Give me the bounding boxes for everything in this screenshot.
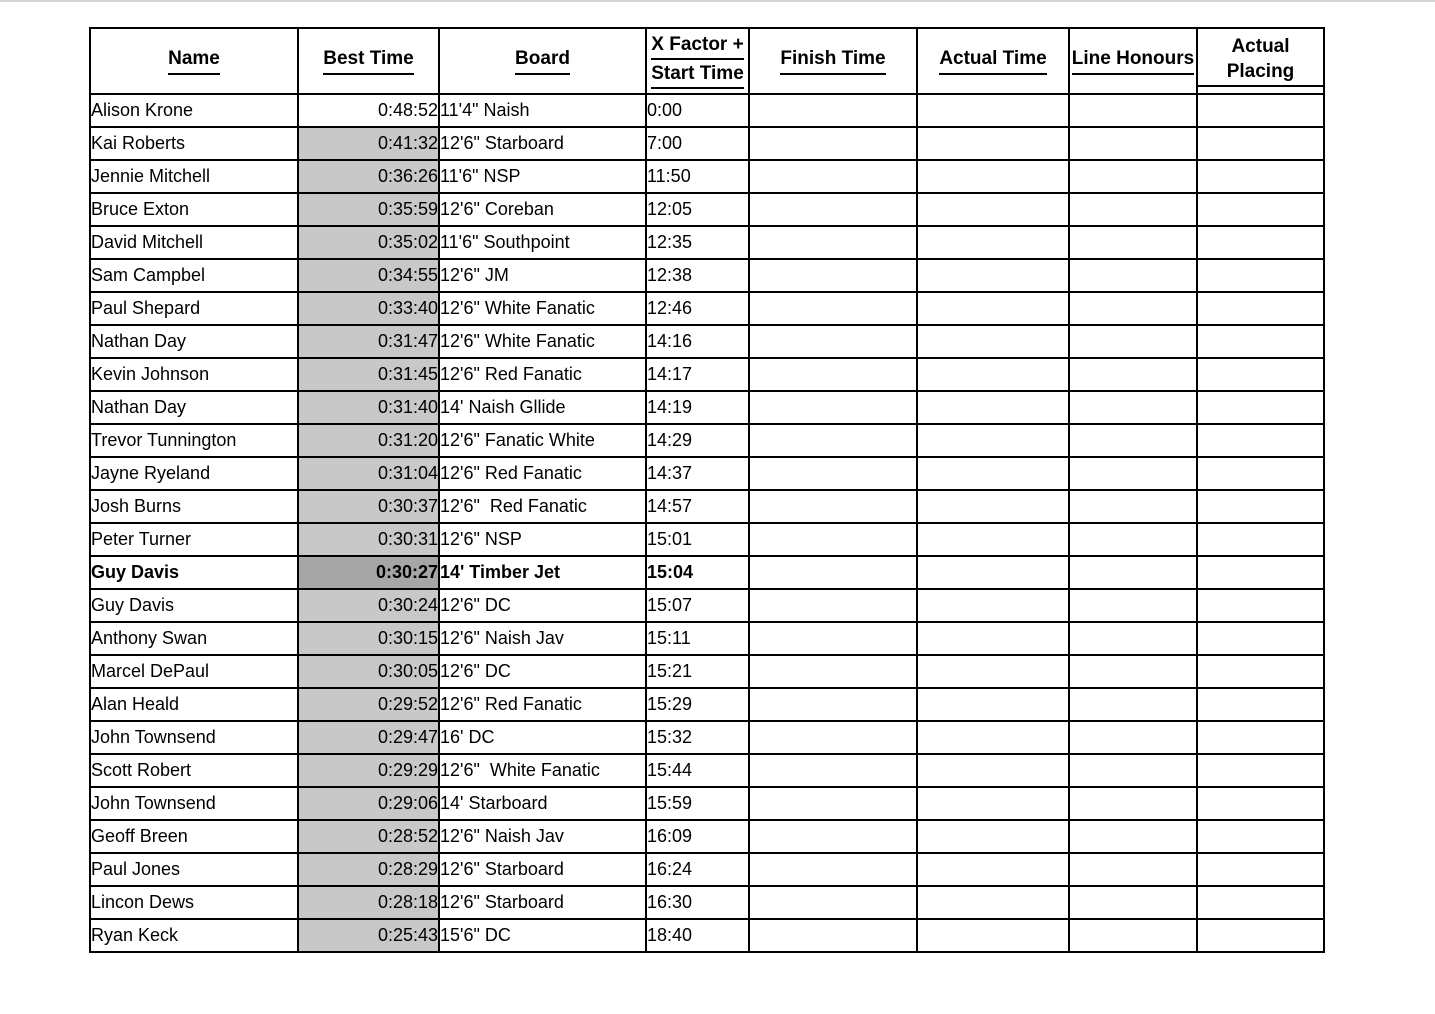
cell-board[interactable]: 12'6" DC [439, 589, 646, 622]
table-row[interactable] [90, 622, 1324, 655]
cell-x-factor-start-time[interactable]: 15:01 [646, 523, 749, 556]
cell-actual-placing[interactable] [1197, 391, 1324, 424]
cell-x-factor-start-time[interactable]: 7:00 [646, 127, 749, 160]
table-row[interactable] [90, 853, 1324, 886]
cell-best-time[interactable]: 0:25:43 [298, 919, 439, 952]
cell-line-honours[interactable] [1069, 127, 1197, 160]
cell-finish-time[interactable] [749, 94, 917, 127]
cell-line-honours[interactable] [1069, 391, 1197, 424]
cell-line-honours[interactable] [1069, 622, 1197, 655]
cell-x-factor-start-time[interactable]: 15:21 [646, 655, 749, 688]
cell-x-factor-start-time[interactable]: 14:16 [646, 325, 749, 358]
table-row[interactable] [90, 688, 1324, 721]
cell-x-factor-start-time[interactable]: 15:44 [646, 754, 749, 787]
cell-line-honours[interactable] [1069, 160, 1197, 193]
cell-actual-placing[interactable] [1197, 160, 1324, 193]
cell-best-time[interactable]: 0:34:55 [298, 259, 439, 292]
table-row[interactable] [90, 523, 1324, 556]
cell-x-factor-start-time[interactable]: 12:35 [646, 226, 749, 259]
cell-board[interactable]: 12'6" Naish Jav [439, 622, 646, 655]
table-row[interactable] [90, 424, 1324, 457]
cell-name[interactable]: Trevor Tunnington [90, 424, 298, 457]
cell-line-honours[interactable] [1069, 886, 1197, 919]
cell-finish-time[interactable] [749, 160, 917, 193]
cell-finish-time[interactable] [749, 919, 917, 952]
cell-best-time[interactable]: 0:31:47 [298, 325, 439, 358]
column-header-label: X Factor + [651, 33, 743, 60]
cell-actual-time[interactable] [917, 391, 1069, 424]
cell-x-factor-start-time[interactable]: 12:05 [646, 193, 749, 226]
cell-x-factor-start-time[interactable]: 15:29 [646, 688, 749, 721]
cell-name[interactable]: Guy Davis [90, 556, 298, 589]
column-header-finish-time[interactable] [749, 28, 917, 94]
cell-x-factor-start-time[interactable]: 0:00 [646, 94, 749, 127]
cell-actual-time[interactable] [917, 622, 1069, 655]
cell-board[interactable]: 12'6" Red Fanatic [439, 688, 646, 721]
cell-actual-time[interactable] [917, 655, 1069, 688]
cell-x-factor-start-time[interactable]: 12:46 [646, 292, 749, 325]
column-header-label: Actual Time [939, 47, 1046, 74]
cell-best-time[interactable]: 0:35:02 [298, 226, 439, 259]
header-row [90, 28, 1324, 94]
race-results-table [89, 27, 1325, 953]
cell-x-factor-start-time[interactable]: 14:57 [646, 490, 749, 523]
cell-x-factor-start-time[interactable]: 16:30 [646, 886, 749, 919]
cell-actual-time[interactable] [917, 754, 1069, 787]
table-row[interactable] [90, 556, 1324, 589]
table-row[interactable] [90, 259, 1324, 292]
cell-x-factor-start-time[interactable]: 14:37 [646, 457, 749, 490]
cell-actual-placing[interactable] [1197, 523, 1324, 556]
cell-line-honours[interactable] [1069, 490, 1197, 523]
table-body [90, 94, 1324, 952]
cell-name[interactable]: Josh Burns [90, 490, 298, 523]
cell-name[interactable]: Peter Turner [90, 523, 298, 556]
column-header-label: Board [515, 47, 570, 74]
cell-actual-placing[interactable] [1197, 787, 1324, 820]
cell-actual-time[interactable] [917, 358, 1069, 391]
table-row[interactable] [90, 886, 1324, 919]
cell-line-honours[interactable] [1069, 655, 1197, 688]
cell-x-factor-start-time[interactable]: 14:19 [646, 391, 749, 424]
race-results-sheet [89, 27, 1323, 953]
cell-name[interactable]: Paul Shepard [90, 292, 298, 325]
column-header-name[interactable] [90, 28, 298, 94]
cell-actual-time[interactable] [917, 325, 1069, 358]
table-row[interactable] [90, 919, 1324, 952]
cell-actual-time[interactable] [917, 721, 1069, 754]
cell-actual-time[interactable] [917, 160, 1069, 193]
cell-name[interactable]: Alan Heald [90, 688, 298, 721]
cell-finish-time[interactable] [749, 259, 917, 292]
cell-best-time[interactable]: 0:29:52 [298, 688, 439, 721]
cell-board[interactable]: 12'6" Naish Jav [439, 820, 646, 853]
cell-actual-time[interactable] [917, 292, 1069, 325]
page-top-rule [0, 0, 1435, 2]
cell-actual-placing[interactable] [1197, 490, 1324, 523]
cell-finish-time[interactable] [749, 193, 917, 226]
table-row[interactable] [90, 721, 1324, 754]
cell-finish-time[interactable] [749, 325, 917, 358]
cell-name[interactable]: Marcel DePaul [90, 655, 298, 688]
cell-best-time[interactable]: 0:29:29 [298, 754, 439, 787]
cell-board[interactable]: 14' Timber Jet [439, 556, 646, 589]
cell-board[interactable]: 15'6" DC [439, 919, 646, 952]
cell-name[interactable]: Alison Krone [90, 94, 298, 127]
column-header-label: Name [168, 47, 220, 74]
cell-best-time[interactable]: 0:31:40 [298, 391, 439, 424]
cell-actual-time[interactable] [917, 556, 1069, 589]
table-row[interactable] [90, 589, 1324, 622]
cell-line-honours[interactable] [1069, 292, 1197, 325]
cell-actual-placing[interactable] [1197, 919, 1324, 952]
cell-line-honours[interactable] [1069, 193, 1197, 226]
table-row[interactable] [90, 325, 1324, 358]
cell-x-factor-start-time[interactable]: 15:59 [646, 787, 749, 820]
cell-board[interactable]: 12'6" JM [439, 259, 646, 292]
cell-board[interactable]: 12'6" White Fanatic [439, 325, 646, 358]
cell-line-honours[interactable] [1069, 358, 1197, 391]
cell-board[interactable]: 12'6" Red Fanatic [439, 358, 646, 391]
cell-line-honours[interactable] [1069, 226, 1197, 259]
cell-board[interactable]: 14' Naish Gllide [439, 391, 646, 424]
cell-actual-time[interactable] [917, 127, 1069, 160]
cell-finish-time[interactable] [749, 523, 917, 556]
cell-name[interactable]: Paul Jones [90, 853, 298, 886]
cell-finish-time[interactable] [749, 358, 917, 391]
cell-board[interactable]: 12'6" Starboard [439, 886, 646, 919]
cell-line-honours[interactable] [1069, 94, 1197, 127]
cell-line-honours[interactable] [1069, 424, 1197, 457]
column-header-label: Line Honours [1072, 47, 1194, 74]
cell-best-time[interactable]: 0:30:37 [298, 490, 439, 523]
cell-finish-time[interactable] [749, 754, 917, 787]
cell-x-factor-start-time[interactable]: 14:29 [646, 424, 749, 457]
cell-x-factor-start-time[interactable]: 16:09 [646, 820, 749, 853]
cell-finish-time[interactable] [749, 226, 917, 259]
cell-actual-time[interactable] [917, 424, 1069, 457]
cell-actual-placing[interactable] [1197, 226, 1324, 259]
cell-actual-time[interactable] [917, 787, 1069, 820]
cell-finish-time[interactable] [749, 556, 917, 589]
cell-line-honours[interactable] [1069, 754, 1197, 787]
cell-best-time[interactable]: 0:30:27 [298, 556, 439, 589]
cell-actual-placing[interactable] [1197, 325, 1324, 358]
cell-board[interactable]: 11'4" Naish [439, 94, 646, 127]
cell-board[interactable]: 11'6" Southpoint [439, 226, 646, 259]
cell-x-factor-start-time[interactable]: 16:24 [646, 853, 749, 886]
cell-board[interactable]: 12'6" Fanatic White [439, 424, 646, 457]
column-header-line-honours[interactable] [1069, 28, 1197, 94]
cell-name[interactable]: Sam Campbel [90, 259, 298, 292]
cell-actual-placing[interactable] [1197, 556, 1324, 589]
cell-actual-time[interactable] [917, 193, 1069, 226]
cell-actual-placing[interactable] [1197, 259, 1324, 292]
cell-x-factor-start-time[interactable]: 12:38 [646, 259, 749, 292]
cell-finish-time[interactable] [749, 787, 917, 820]
table-row[interactable] [90, 193, 1324, 226]
cell-best-time[interactable]: 0:31:45 [298, 358, 439, 391]
table-row[interactable] [90, 754, 1324, 787]
cell-actual-placing[interactable] [1197, 589, 1324, 622]
cell-name[interactable]: David Mitchell [90, 226, 298, 259]
cell-line-honours[interactable] [1069, 523, 1197, 556]
cell-line-honours[interactable] [1069, 259, 1197, 292]
table-row[interactable] [90, 160, 1324, 193]
table-row[interactable] [90, 820, 1324, 853]
cell-best-time[interactable]: 0:28:18 [298, 886, 439, 919]
cell-finish-time[interactable] [749, 721, 917, 754]
cell-finish-time[interactable] [749, 292, 917, 325]
cell-best-time[interactable]: 0:29:06 [298, 787, 439, 820]
cell-actual-placing[interactable] [1197, 94, 1324, 127]
cell-name[interactable]: John Townsend [90, 721, 298, 754]
cell-finish-time[interactable] [749, 622, 917, 655]
cell-finish-time[interactable] [749, 688, 917, 721]
cell-best-time[interactable]: 0:33:40 [298, 292, 439, 325]
cell-actual-time[interactable] [917, 523, 1069, 556]
cell-board[interactable]: 12'6" NSP [439, 523, 646, 556]
cell-best-time[interactable]: 0:28:52 [298, 820, 439, 853]
cell-actual-placing[interactable] [1197, 127, 1324, 160]
cell-line-honours[interactable] [1069, 919, 1197, 952]
cell-actual-placing[interactable] [1197, 754, 1324, 787]
cell-best-time[interactable]: 0:28:29 [298, 853, 439, 886]
cell-actual-time[interactable] [917, 490, 1069, 523]
column-header-label: Finish Time [780, 47, 885, 74]
column-header-actual-placing[interactable] [1197, 28, 1324, 94]
cell-board[interactable]: 12'6" Starboard [439, 127, 646, 160]
cell-actual-placing[interactable] [1197, 622, 1324, 655]
column-header-best-time[interactable] [298, 28, 439, 94]
cell-best-time[interactable]: 0:35:59 [298, 193, 439, 226]
cell-finish-time[interactable] [749, 391, 917, 424]
cell-actual-placing[interactable] [1197, 292, 1324, 325]
cell-finish-time[interactable] [749, 655, 917, 688]
cell-actual-time[interactable] [917, 820, 1069, 853]
cell-actual-placing[interactable] [1197, 886, 1324, 919]
cell-finish-time[interactable] [749, 490, 917, 523]
cell-line-honours[interactable] [1069, 820, 1197, 853]
cell-name[interactable]: Ryan Keck [90, 919, 298, 952]
cell-actual-time[interactable] [917, 94, 1069, 127]
cell-best-time[interactable]: 0:30:15 [298, 622, 439, 655]
cell-board[interactable]: 12'6" Red Fanatic [439, 457, 646, 490]
cell-name[interactable]: Scott Robert [90, 754, 298, 787]
cell-x-factor-start-time[interactable]: 15:32 [646, 721, 749, 754]
table-row[interactable] [90, 127, 1324, 160]
cell-name[interactable]: Jennie Mitchell [90, 160, 298, 193]
cell-actual-placing[interactable] [1197, 655, 1324, 688]
cell-line-honours[interactable] [1069, 853, 1197, 886]
cell-name[interactable]: Anthony Swan [90, 622, 298, 655]
cell-actual-placing[interactable] [1197, 853, 1324, 886]
cell-x-factor-start-time[interactable]: 11:50 [646, 160, 749, 193]
cell-actual-placing[interactable] [1197, 358, 1324, 391]
cell-board[interactable]: 12'6" Red Fanatic [439, 490, 646, 523]
cell-best-time[interactable]: 0:30:24 [298, 589, 439, 622]
cell-actual-placing[interactable] [1197, 820, 1324, 853]
cell-x-factor-start-time[interactable]: 18:40 [646, 919, 749, 952]
table-row[interactable] [90, 94, 1324, 127]
cell-actual-time[interactable] [917, 919, 1069, 952]
table-row[interactable] [90, 457, 1324, 490]
cell-line-honours[interactable] [1069, 688, 1197, 721]
table-header [90, 28, 1324, 94]
cell-line-honours[interactable] [1069, 556, 1197, 589]
table-row[interactable] [90, 358, 1324, 391]
column-header-label: Actual Placing [1198, 35, 1323, 87]
cell-actual-time[interactable] [917, 853, 1069, 886]
table-row[interactable] [90, 490, 1324, 523]
cell-best-time[interactable]: 0:30:05 [298, 655, 439, 688]
cell-name[interactable]: Nathan Day [90, 391, 298, 424]
cell-finish-time[interactable] [749, 424, 917, 457]
column-header-actual-time[interactable] [917, 28, 1069, 94]
table-row[interactable] [90, 226, 1324, 259]
cell-name[interactable]: Geoff Breen [90, 820, 298, 853]
cell-finish-time[interactable] [749, 853, 917, 886]
cell-best-time[interactable]: 0:48:52 [298, 94, 439, 127]
column-header-label: Start Time [651, 62, 744, 89]
cell-actual-time[interactable] [917, 259, 1069, 292]
cell-best-time[interactable]: 0:41:32 [298, 127, 439, 160]
table-row[interactable] [90, 292, 1324, 325]
cell-x-factor-start-time[interactable]: 15:11 [646, 622, 749, 655]
cell-x-factor-start-time[interactable]: 14:17 [646, 358, 749, 391]
cell-finish-time[interactable] [749, 886, 917, 919]
table-row[interactable] [90, 787, 1324, 820]
cell-board[interactable]: 12'6" DC [439, 655, 646, 688]
cell-line-honours[interactable] [1069, 589, 1197, 622]
cell-x-factor-start-time[interactable]: 15:07 [646, 589, 749, 622]
cell-name[interactable]: Nathan Day [90, 325, 298, 358]
cell-board[interactable]: 16' DC [439, 721, 646, 754]
cell-best-time[interactable]: 0:30:31 [298, 523, 439, 556]
cell-line-honours[interactable] [1069, 325, 1197, 358]
cell-board[interactable]: 12'6" White Fanatic [439, 292, 646, 325]
cell-actual-placing[interactable] [1197, 424, 1324, 457]
cell-name[interactable]: Kevin Johnson [90, 358, 298, 391]
cell-best-time[interactable]: 0:31:20 [298, 424, 439, 457]
cell-board[interactable]: 12'6" Starboard [439, 853, 646, 886]
column-header-label: Best Time [323, 47, 413, 74]
cell-board[interactable]: 11'6" NSP [439, 160, 646, 193]
cell-finish-time[interactable] [749, 127, 917, 160]
cell-name[interactable]: John Townsend [90, 787, 298, 820]
cell-name[interactable]: Kai Roberts [90, 127, 298, 160]
cell-actual-placing[interactable] [1197, 193, 1324, 226]
cell-actual-time[interactable] [917, 688, 1069, 721]
cell-actual-time[interactable] [917, 589, 1069, 622]
cell-actual-time[interactable] [917, 457, 1069, 490]
table-row[interactable] [90, 391, 1324, 424]
cell-best-time[interactable]: 0:36:26 [298, 160, 439, 193]
cell-line-honours[interactable] [1069, 457, 1197, 490]
cell-best-time[interactable]: 0:29:47 [298, 721, 439, 754]
cell-line-honours[interactable] [1069, 787, 1197, 820]
cell-finish-time[interactable] [749, 457, 917, 490]
cell-x-factor-start-time[interactable]: 15:04 [646, 556, 749, 589]
cell-actual-time[interactable] [917, 886, 1069, 919]
cell-name[interactable]: Jayne Ryeland [90, 457, 298, 490]
cell-finish-time[interactable] [749, 820, 917, 853]
cell-actual-placing[interactable] [1197, 688, 1324, 721]
cell-actual-placing[interactable] [1197, 721, 1324, 754]
cell-board[interactable]: 14' Starboard [439, 787, 646, 820]
cell-finish-time[interactable] [749, 589, 917, 622]
cell-best-time[interactable]: 0:31:04 [298, 457, 439, 490]
table-row[interactable] [90, 655, 1324, 688]
cell-line-honours[interactable] [1069, 721, 1197, 754]
column-header-x-factor-start-time[interactable] [646, 28, 749, 94]
cell-board[interactable]: 12'6" Coreban [439, 193, 646, 226]
cell-actual-time[interactable] [917, 226, 1069, 259]
cell-board[interactable]: 12'6" White Fanatic [439, 754, 646, 787]
cell-name[interactable]: Lincon Dews [90, 886, 298, 919]
cell-actual-placing[interactable] [1197, 457, 1324, 490]
column-header-board[interactable] [439, 28, 646, 94]
cell-name[interactable]: Guy Davis [90, 589, 298, 622]
cell-name[interactable]: Bruce Exton [90, 193, 298, 226]
